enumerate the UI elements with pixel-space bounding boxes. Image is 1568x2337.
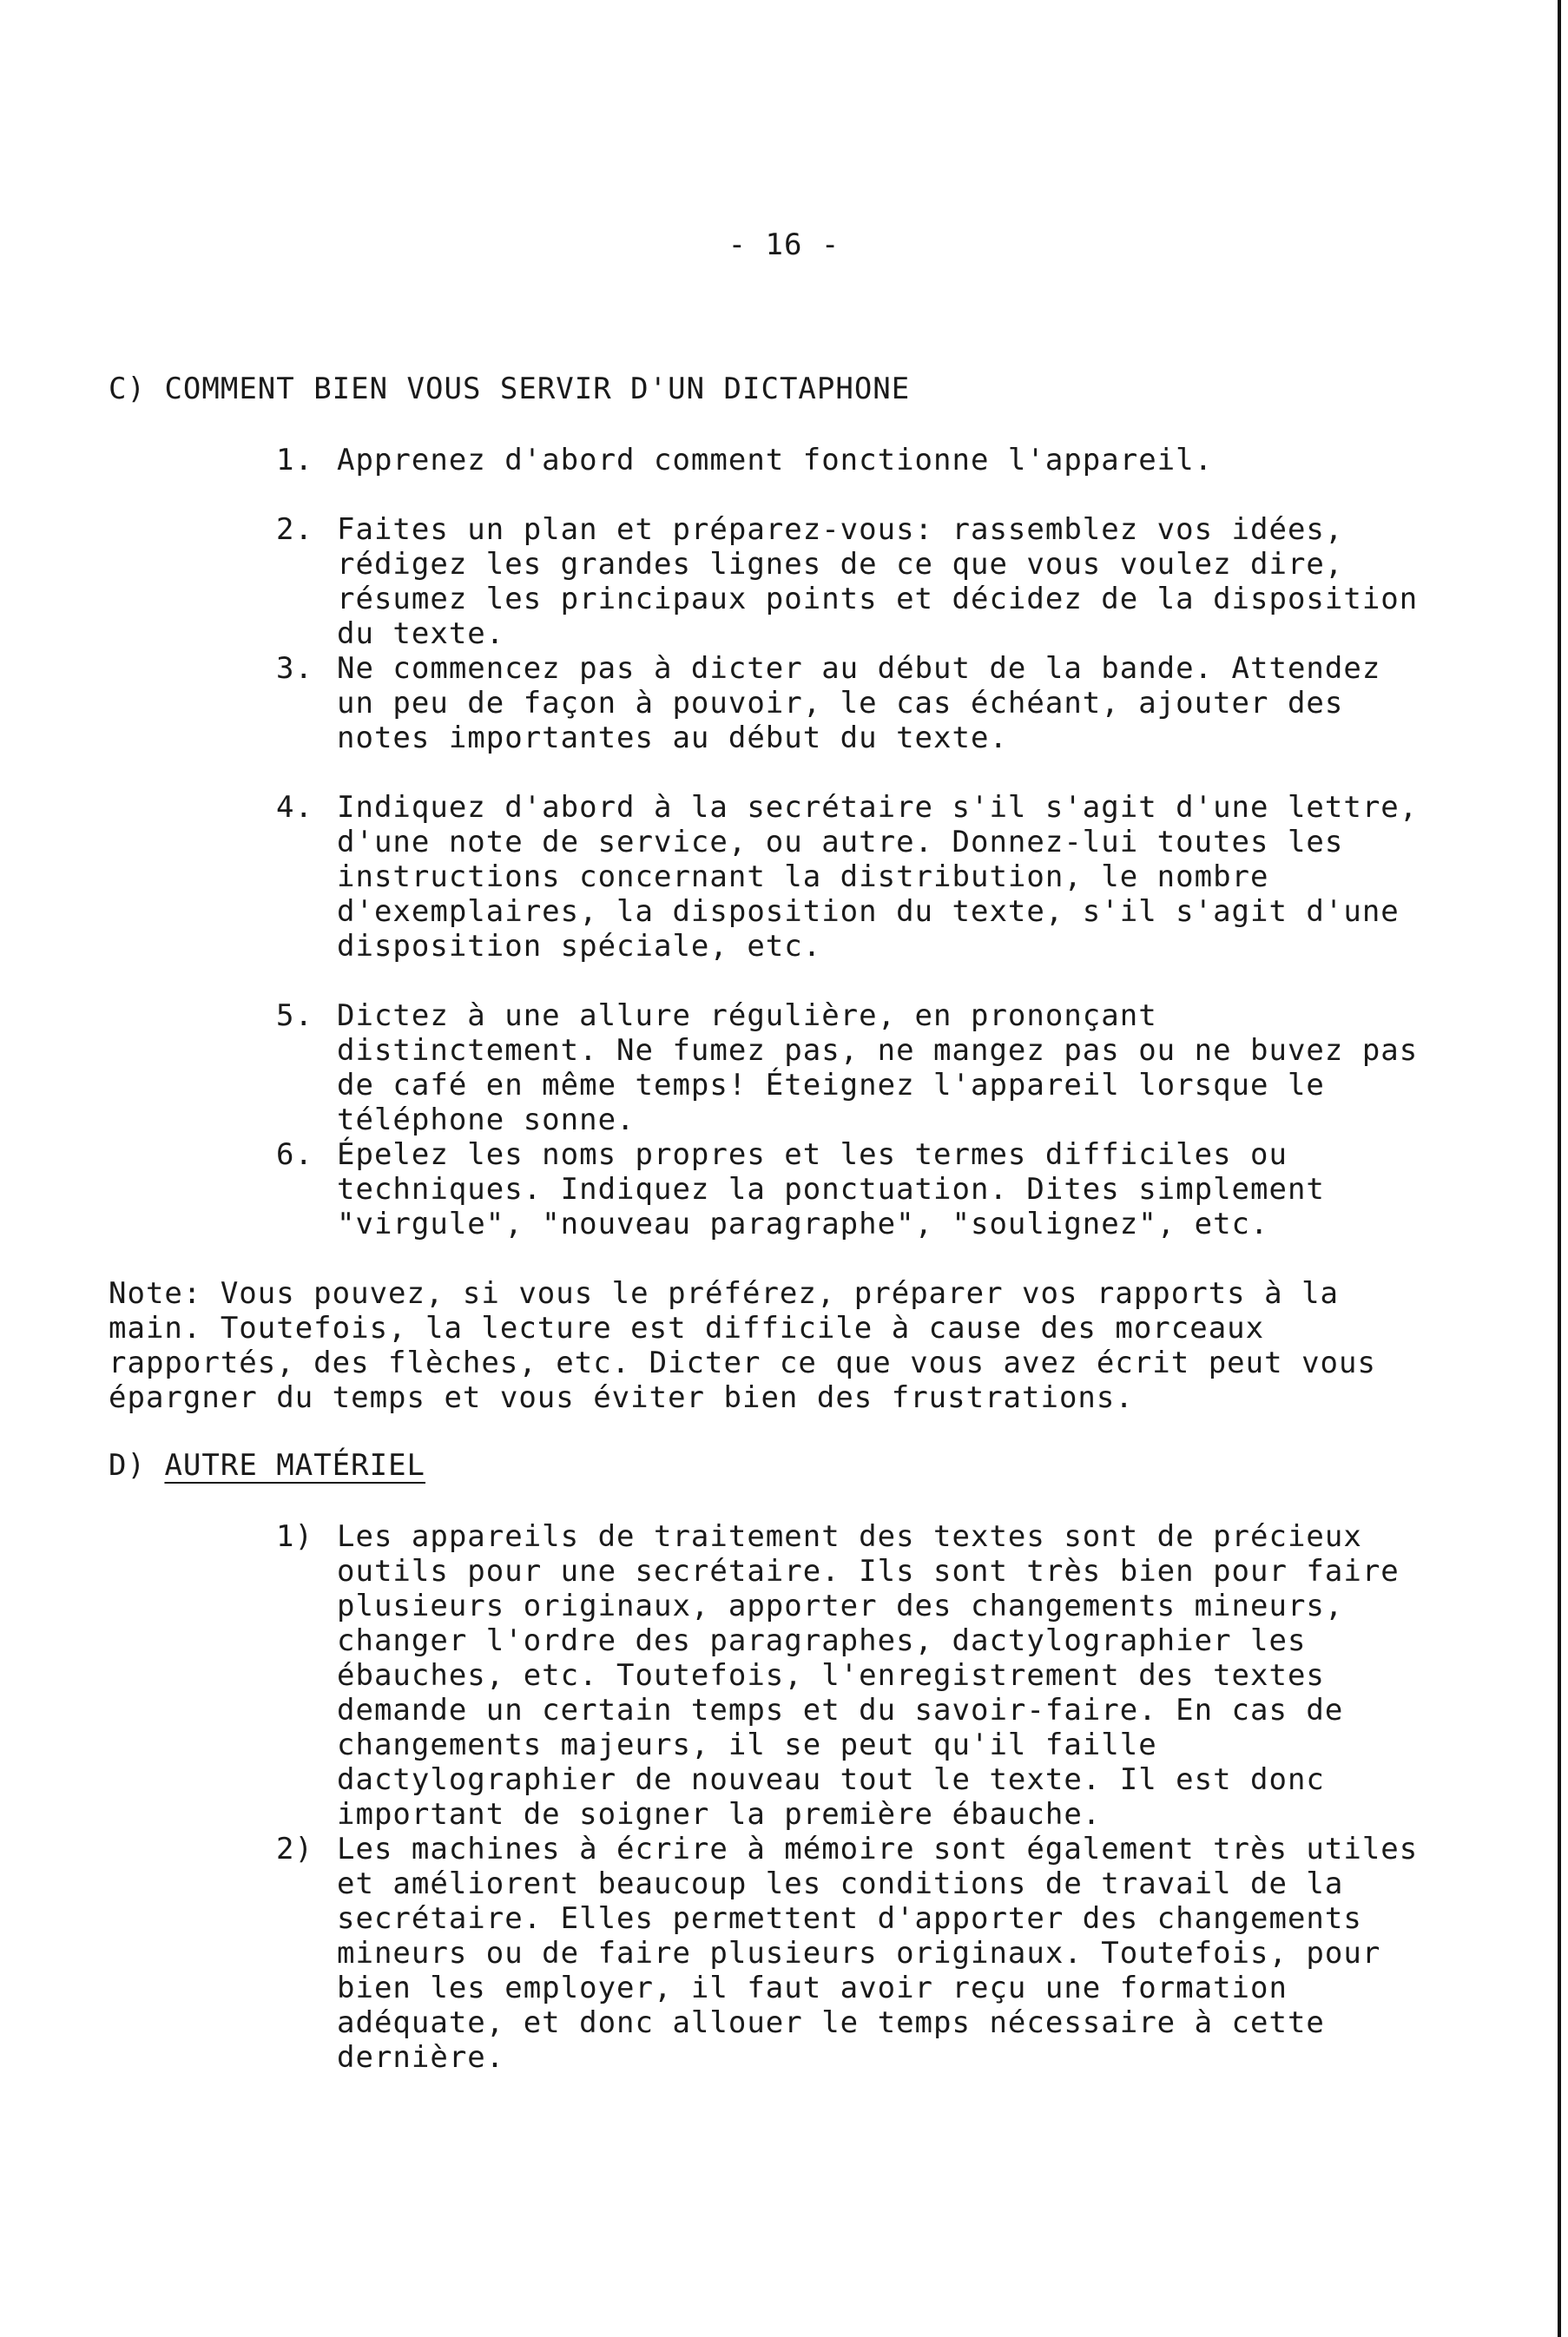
list-item-text: Les machines à écrire à mémoire sont également très utiles et améliorent beaucoup les conditions de travail de la secrétaire. Elles permettent d'apporter des changements mineurs ou de faire plusieurs originaux. Toutefois, pour bien les employer, il faut avoir reçu une formation adéquate, et donc allouer le temps nécessaire à cette dernière. [337, 1832, 1419, 2075]
list-item-number: 6. [276, 1137, 313, 1172]
list-item-text: Ne commencez pas à dicter au début de la bande. Attendez un peu de façon à pouvoir, le cas échéant, ajouter des notes importantes au début du texte. [337, 651, 1381, 755]
page-number: - 16 - [728, 227, 840, 262]
list-item [276, 1832, 1431, 2075]
list-item [276, 1519, 1431, 1832]
list-item [276, 443, 1431, 477]
list-item-number: 3. [276, 651, 313, 686]
list-item-number: 1. [276, 443, 313, 477]
section-c-title: COMMENT BIEN VOUS SERVIR D'UN DICTAPHONE [164, 372, 911, 406]
section-c-label: C) [109, 372, 146, 406]
list-item [276, 1137, 1431, 1241]
section-c-heading [109, 372, 910, 406]
section-d-label: D) [109, 1448, 146, 1483]
section-d-title: AUTRE MATÉRIEL [164, 1448, 426, 1483]
list-item-number: 2) [276, 1832, 313, 1866]
list-item-number: 5. [276, 998, 313, 1033]
list-item-text: Faites un plan et préparez-vous: rassemblez vos idées, rédigez les grandes lignes de ce que vous voulez dire, résumez les principaux points et décidez de la disposition du texte. [337, 512, 1419, 651]
list-item [276, 651, 1431, 755]
list-item [276, 512, 1431, 651]
list-item-text: Les appareils de traitement des textes sont de précieux outils pour une secrétaire. Ils sont très bien pour faire plusieurs originaux, apporter des changements mineurs, changer l'ordre des paragraphes, dactylographier les ébauches, etc. Toutefois, l'enregistrement des textes demande un certain temps et du savoir-faire. En cas de changements majeurs, il se peut qu'il faille dactylographier de nouveau tout le texte. Il est donc important de soigner la première ébauche. [337, 1519, 1400, 1832]
list-item [276, 790, 1431, 964]
page-edge-border [1558, 0, 1561, 2337]
note-paragraph: Note: Vous pouvez, si vous le préférez, préparer vos rapports à la main. Toutefois, la lecture est difficile à cause des morceaux rapportés, des flèches, etc. Dicter ce que vous avez écrit peut vous épargner du temps et vous éviter bien des frustrations. [109, 1276, 1376, 1415]
list-item-text: Épelez les noms propres et les termes difficiles ou techniques. Indiquez la ponctuation. Dites simplement "virgule", "nouveau paragraphe", "soulignez", etc. [337, 1137, 1325, 1241]
list-item-text: Indiquez d'abord à la secrétaire s'il s'agit d'une lettre, d'une note de service, ou autre. Donnez-lui toutes les instructions concernant la distribution, le nombre d'exemplaires, la disposition du texte, s'il s'agit d'une disposition spéciale, etc. [337, 790, 1419, 964]
list-item-number: 4. [276, 790, 313, 825]
list-item-text: Dictez à une allure régulière, en prononçant distinctement. Ne fumez pas, ne mangez pas ou ne buvez pas de café en même temps! Éteignez l'appareil lorsque le téléphone sonne. [337, 998, 1419, 1137]
section-d-heading [109, 1448, 425, 1483]
list-item-number: 2. [276, 512, 313, 547]
list-item-number: 1) [276, 1519, 313, 1554]
list-item-text: Apprenez d'abord comment fonctionne l'appareil. [337, 443, 1214, 477]
list-item [276, 998, 1431, 1137]
